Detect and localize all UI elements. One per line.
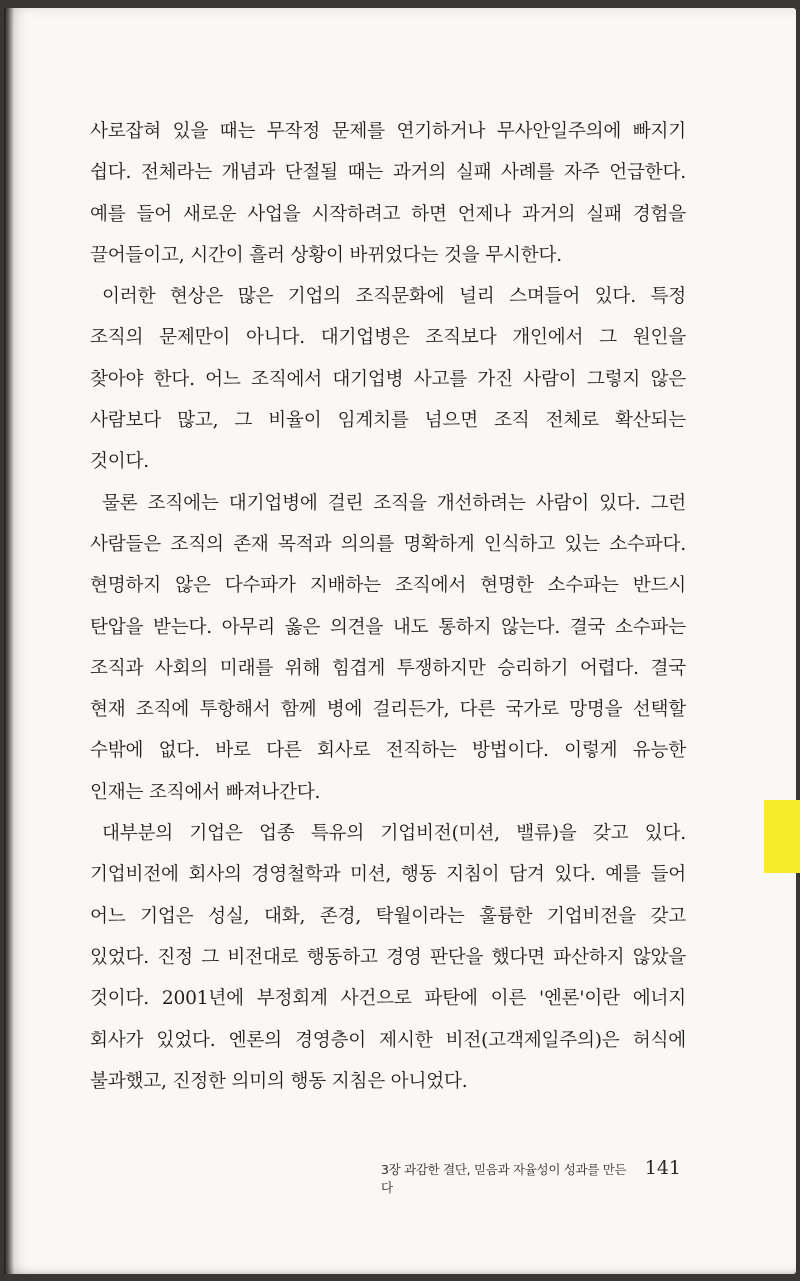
text-line: 찾아야 한다. 어느 조직에서 대기업병 사고를 가진 사람이 그렇지 않은 [90,368,686,390]
yellow-sticky-tab [764,800,800,873]
text-line: 있었다. 진정 그 비전대로 행동하고 경영 판단을 했다면 파산하지 않았을 [90,946,686,968]
text-line: 탄압을 받는다. 아무리 옳은 의견을 내도 통하지 않는다. 결국 소수파는 [90,616,686,638]
text-line: 사로잡혀 있을 때는 무작정 문제를 연기하거나 무사안일주의에 빠지기 [90,121,686,142]
text-line: 불과했고, 진정한 의미의 행동 지침은 아니었다. [90,1070,468,1092]
text-line: 것이다. 2001년에 부정회계 사건으로 파탄에 이른 '엔론'이란 에너지 [90,988,686,1010]
text-line: 어느 기업은 성실, 대화, 존경, 탁월이라는 훌륭한 기업비전을 갖고 [90,905,686,927]
text-line: 수밖에 없다. 바로 다른 회사로 전직하는 방법이다. 이렇게 유능한 [90,740,686,762]
text-line: 인재는 조직에서 빠져나간다. [90,781,321,803]
text-line: 쉽다. 전체라는 개념과 단절될 때는 과거의 실패 사례를 자주 언급한다. [90,162,686,184]
text-line: 사람보다 많고, 그 비율이 임계치를 넘으면 조직 전체로 확산되는 [90,410,686,432]
text-line: 조직과 사회의 미래를 위해 힘겹게 투쟁하지만 승리하기 어렵다. 결국 [90,657,686,679]
text-line: 물론 조직에는 대기업병에 걸린 조직을 개선하려는 사람이 있다. 그런 [102,492,686,514]
text-line: 이러한 현상은 많은 기업의 조직문화에 널리 스며들어 있다. 특정 [102,286,686,308]
text-line: 현재 조직에 투항해서 함께 병에 걸리든가, 다른 국가로 망명을 선택할 [90,699,686,721]
text-line: 회사가 있었다. 엔론의 경영층이 제시한 비전(고객제일주의)은 허식에 [90,1029,686,1051]
text-line: 기업비전에 회사의 경영철학과 미션, 행동 지침이 담겨 있다. 예를 들어 [90,864,686,886]
text-line: 조직의 문제만이 아니다. 대기업병은 조직보다 개인에서 그 원인을 [90,327,686,349]
body-text [90,111,686,1102]
book-page [4,8,796,1274]
text-line: 것이다. [90,451,149,473]
text-line: 사람들은 조직의 존재 목적과 의의를 명확하게 인식하고 있는 소수파다. [90,533,686,555]
text-line: 현명하지 않은 다수파가 지배하는 조직에서 현명한 소수파는 반드시 [90,575,686,597]
text-line: 예를 들어 새로운 사업을 시작하려고 하면 언제나 과거의 실패 경험을 [90,203,686,225]
text-line: 끌어들이고, 시간이 흘러 상황이 바뀌었다는 것을 무시한다. [90,244,562,266]
running-head: 3장 과감한 결단, 믿음과 자율성이 성과를 만든다 [381,1162,627,1195]
text-line: 대부분의 기업은 업종 특유의 기업비전(미션, 밸류)을 갖고 있다. [102,823,686,845]
page-footer [381,1157,681,1195]
page-number: 141 [644,1157,681,1179]
book-spine-shadow [4,8,14,1274]
